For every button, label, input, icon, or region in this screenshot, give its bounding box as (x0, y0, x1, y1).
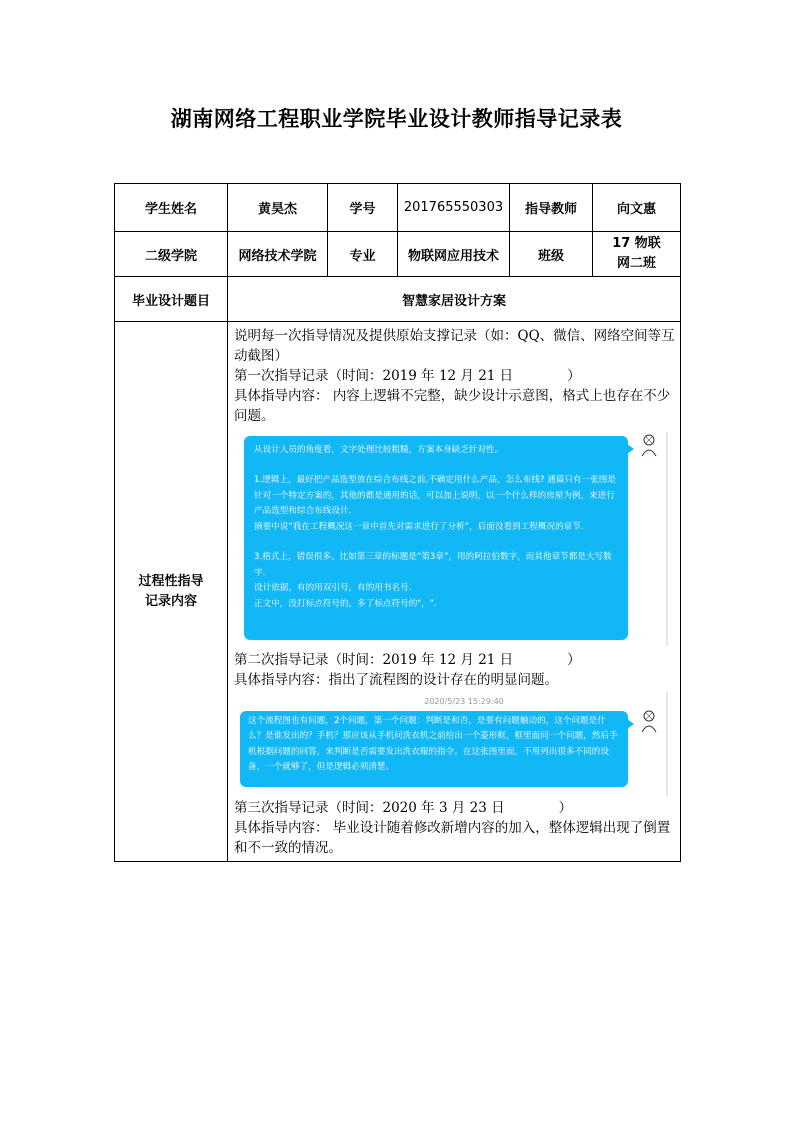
guidance-content (228, 326, 680, 858)
chat2-line: 这个流程图也有问题，2个问题，第一个问题：判断是和否，是要有问题触动的，这个问题是什么？是谁发出的？手机？那应该从手机问洗衣机之前给出一个菱形框，框里面问一个问题，然后手机根据问题的回答，来判断是否需要发出洗衣服的指令。在这张图里面，不用列出很多不同的设备，一个就够了，但是逻辑必须清楚。 (248, 715, 618, 772)
advisor-label: 指导教师 (510, 184, 593, 232)
chat1-line: 设计依据，有的用双引号，有的用书名号. (254, 583, 412, 593)
major-label: 专业 (328, 232, 398, 277)
scrollbar (666, 692, 668, 796)
topic-label: 毕业设计题目 (115, 277, 228, 322)
record2-content: 具体指导内容：指出了流程图的设计存在的明显问题。 (234, 671, 558, 688)
major-value: 物联网应用技术 (398, 232, 510, 277)
topic-value: 智慧家居设计方案 (228, 277, 681, 322)
scrollbar (666, 432, 668, 646)
student-name-label: 学生姓名 (115, 184, 228, 232)
chat1-line: 摘要中说“我在工程概况这一章中首先对需求进行了分析”，后面没看到工程概况的章节. (254, 521, 584, 532)
college-info-row (115, 232, 681, 277)
guidance-record-table (114, 183, 681, 862)
record3-title: 第三次指导记录（时间：2020 年 3 月 23 日 ） (234, 799, 573, 816)
chat1-line: 3.格式上，错误很多。比如第三章的标题是“第3章”，用的阿拉伯数字，而其他章节都是大写数字. (254, 552, 612, 578)
chat1-line: 正文中，没打标点符号的，多了标点符号的"，". (254, 598, 437, 609)
advisor-value: 向文惠 (593, 184, 681, 232)
chat-screenshot-2 (234, 692, 676, 796)
class-label: 班级 (510, 232, 593, 277)
chat1-line: 从设计人员的角度看，文字处理比较粗糙，方案本身缺乏针对性。 (254, 444, 504, 455)
student-id-value: 201765550303 (398, 184, 510, 232)
college-label: 二级学院 (115, 232, 228, 277)
avatar-icon (638, 432, 660, 458)
student-id-label: 学号 (328, 184, 398, 232)
student-info-row (115, 184, 681, 232)
chat-timestamp: 2020/5/23 15:29:40 (424, 696, 504, 706)
student-name-value: 黄昊杰 (228, 184, 328, 232)
avatar-icon (638, 708, 660, 734)
guidance-content-row (115, 322, 681, 862)
bubble-tail-icon (627, 719, 634, 729)
record1-content: 具体指导内容： 内容上逻辑不完整，缺少设计示意图，格式上也存在不少问题。 (234, 387, 671, 424)
record3-content: 具体指导内容： 毕业设计随着修改新增内容的加入，整体逻辑出现了倒置和不一致的情况。 (234, 819, 671, 856)
class-value: 17 物联网二班 (593, 232, 681, 277)
bubble-tail-icon (627, 444, 634, 454)
chat1-line: 1.逻辑上，最好把产品选型放在综合布线之前,不确定用什么产品，怎么布线? 通篇只有一张图是针对一个特定方案的，其他的都是通用的话，可以加上说明，以一个什么样的房屋为例，来进行产品选型和综合布线设计. (254, 475, 616, 516)
guidance-section-label: 过程性指导记录内容 (115, 322, 228, 862)
topic-row (115, 277, 681, 322)
record1-title: 第一次指导记录（时间：2019 年 12 月 21 日 ） (234, 367, 581, 384)
record2-title: 第二次指导记录（时间：2019 年 12 月 21 日 ） (234, 651, 581, 668)
guidance-content-cell (228, 322, 681, 862)
intro-text: 说明每一次指导情况及提供原始支撑记录（如：QQ、微信、网络空间等互动截图） (234, 327, 675, 364)
chat-bubble-1 (244, 436, 628, 640)
chat-screenshot-1 (234, 432, 676, 646)
chat-bubble-2 (240, 711, 628, 787)
college-value: 网络技术学院 (228, 232, 328, 277)
document-title: 湖南网络工程职业学院毕业设计教师指导记录表 (170, 107, 623, 131)
